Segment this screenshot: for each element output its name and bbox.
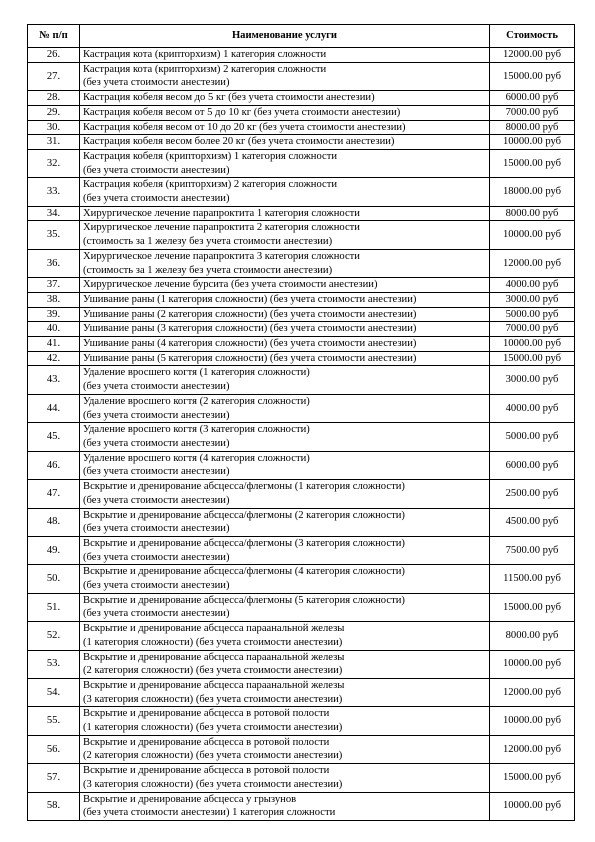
table-row (28, 120, 575, 135)
row-number: 26. (28, 48, 80, 63)
service-name-line: Хирургическое лечение парапроктита 1 категория сложности (83, 207, 360, 219)
row-number: 53. (28, 650, 80, 678)
service-cost: 7000.00 руб (490, 322, 575, 337)
service-name-line: (1 категория сложности) (без учета стоимости анестезии) (83, 636, 343, 648)
row-number: 33. (28, 178, 80, 206)
service-name-line: Кастрация кобеля весом от 5 до 10 кг (без учета стоимости анестезии) (83, 106, 401, 118)
service-cost: 15000.00 руб (490, 593, 575, 621)
service-cost: 7000.00 руб (490, 105, 575, 120)
table-row (28, 792, 575, 820)
service-name (80, 337, 490, 352)
service-name (80, 292, 490, 307)
table-row (28, 292, 575, 307)
table-row (28, 565, 575, 593)
service-name (80, 322, 490, 337)
service-name-line: (без учета стоимости анестезии) (83, 494, 230, 506)
row-number: 37. (28, 278, 80, 293)
row-number: 42. (28, 351, 80, 366)
service-name-line: (без учета стоимости анестезии) (83, 164, 230, 176)
table-row (28, 278, 575, 293)
row-number: 31. (28, 135, 80, 150)
row-number: 55. (28, 707, 80, 735)
service-name-line: Кастрация кота (крипторхизм) 2 категория сложности (83, 63, 327, 75)
row-number: 34. (28, 206, 80, 221)
table-row (28, 149, 575, 177)
service-name-line: (без учета стоимости анестезии) (83, 466, 230, 478)
service-cost: 15000.00 руб (490, 62, 575, 90)
table-row (28, 394, 575, 422)
row-number: 46. (28, 451, 80, 479)
service-name (80, 451, 490, 479)
service-name (80, 278, 490, 293)
table-row (28, 62, 575, 90)
service-name (80, 394, 490, 422)
service-cost: 12000.00 руб (490, 48, 575, 63)
table-row (28, 423, 575, 451)
service-cost: 15000.00 руб (490, 351, 575, 366)
service-cost: 12000.00 руб (490, 249, 575, 277)
row-number: 49. (28, 536, 80, 564)
table-row (28, 105, 575, 120)
service-name (80, 149, 490, 177)
service-name-line: Вскрытие и дренирование абсцесса в ротовой полости (83, 708, 330, 720)
service-name-line: (3 категория сложности) (без учета стоимости анестезии) (83, 778, 343, 790)
row-number: 41. (28, 337, 80, 352)
service-name-line: Вскрытие и дренирование абсцесса в ротовой полости (83, 765, 330, 777)
service-name (80, 351, 490, 366)
service-cost: 5000.00 руб (490, 423, 575, 451)
service-cost: 11500.00 руб (490, 565, 575, 593)
service-name (80, 735, 490, 763)
service-name-line: Вскрытие и дренирование абсцесса/флегмоны (2 категория сложности) (83, 509, 405, 521)
service-name (80, 120, 490, 135)
service-name (80, 135, 490, 150)
header-row (28, 25, 575, 48)
service-name-line: (1 категория сложности) (без учета стоимости анестезии) (83, 722, 343, 734)
service-name-line: Удаление вросшего когтя (4 категория сложности) (83, 452, 310, 464)
row-number: 45. (28, 423, 80, 451)
table-row (28, 322, 575, 337)
row-number: 48. (28, 508, 80, 536)
table-row (28, 764, 575, 792)
service-cost: 10000.00 руб (490, 650, 575, 678)
table-row (28, 206, 575, 221)
table-row (28, 91, 575, 106)
service-name (80, 366, 490, 394)
header-cost: Стоимость (490, 25, 575, 48)
table-row (28, 221, 575, 249)
service-name-line: Кастрация кота (крипторхизм) 1 категория сложности (83, 49, 327, 60)
row-number: 51. (28, 593, 80, 621)
table-row (28, 351, 575, 366)
row-number: 54. (28, 678, 80, 706)
table-row (28, 650, 575, 678)
row-number: 36. (28, 249, 80, 277)
service-cost: 10000.00 руб (490, 792, 575, 820)
service-name (80, 307, 490, 322)
service-name (80, 678, 490, 706)
table-row (28, 48, 575, 63)
table-row (28, 178, 575, 206)
service-name-line: Хирургическое лечение бурсита (без учета стоимости анестезии) (83, 279, 378, 291)
service-name-line: Кастрация кобеля (крипторхизм) 1 категория сложности (83, 150, 338, 162)
service-name (80, 764, 490, 792)
service-name (80, 221, 490, 249)
service-name-line: (без учета стоимости анестезии) 1 категория сложности (83, 807, 336, 819)
row-number: 58. (28, 792, 80, 820)
service-name-line: (без учета стоимости анестезии) (83, 193, 230, 205)
service-name-line: Вскрытие и дренирование абсцесса/флегмоны (5 категория сложности) (83, 594, 405, 606)
service-name-line: Кастрация кобеля (крипторхизм) 2 категория сложности (83, 179, 338, 191)
service-cost: 12000.00 руб (490, 678, 575, 706)
row-number: 43. (28, 366, 80, 394)
service-name (80, 565, 490, 593)
service-name-line: (3 категория сложности) (без учета стоимости анестезии) (83, 693, 343, 705)
service-cost: 18000.00 руб (490, 178, 575, 206)
table-row (28, 536, 575, 564)
service-name-line: (без учета стоимости анестезии) (83, 551, 230, 563)
service-name-line: (2 категория сложности) (без учета стоимости анестезии) (83, 665, 343, 677)
table-row (28, 337, 575, 352)
service-name (80, 48, 490, 63)
row-number: 38. (28, 292, 80, 307)
row-number: 44. (28, 394, 80, 422)
service-name-line: (2 категория сложности) (без учета стоимости анестезии) (83, 750, 343, 762)
service-cost: 15000.00 руб (490, 764, 575, 792)
service-name (80, 423, 490, 451)
service-name (80, 792, 490, 820)
service-cost: 3000.00 руб (490, 366, 575, 394)
service-cost: 2500.00 руб (490, 480, 575, 508)
row-number: 35. (28, 221, 80, 249)
row-number: 39. (28, 307, 80, 322)
service-name-line: Вскрытие и дренирование абсцесса параанальной железы (83, 651, 345, 663)
table-row (28, 593, 575, 621)
service-cost: 6000.00 руб (490, 451, 575, 479)
service-name (80, 622, 490, 650)
table-header (28, 25, 575, 48)
service-name-line: Удаление вросшего когтя (2 категория сложности) (83, 395, 310, 407)
service-name-line: Ушивание раны (3 категория сложности) (без учета стоимости анестезии) (83, 323, 417, 335)
service-name-line: (без учета стоимости анестезии) (83, 381, 230, 393)
service-name (80, 536, 490, 564)
service-name-line: Кастрация кобеля весом более 20 кг (без учета стоимости анестезии) (83, 136, 395, 148)
table-row (28, 735, 575, 763)
table-row (28, 707, 575, 735)
service-name-line: (без учета стоимости анестезии) (83, 523, 230, 535)
service-name (80, 105, 490, 120)
row-number: 29. (28, 105, 80, 120)
service-cost: 4500.00 руб (490, 508, 575, 536)
service-name-line: Вскрытие и дренирование абсцесса параанальной железы (83, 623, 345, 635)
service-name-line: Удаление вросшего когтя (1 категория сложности) (83, 367, 310, 379)
service-name-line: Вскрытие и дренирование абсцесса параанальной железы (83, 679, 345, 691)
service-cost: 4000.00 руб (490, 278, 575, 293)
service-name-line: Кастрация кобеля весом до 5 кг (без учета стоимости анестезии) (83, 92, 375, 104)
service-cost: 10000.00 руб (490, 337, 575, 352)
service-name-line: (без учета стоимости анестезии) (83, 580, 230, 592)
service-name-line: (стоимость за 1 железу без учета стоимости анестезии) (83, 264, 333, 276)
service-name-line: Кастрация кобеля весом от 10 до 20 кг (без учета стоимости анестезии) (83, 121, 406, 133)
service-cost: 8000.00 руб (490, 622, 575, 650)
row-number: 40. (28, 322, 80, 337)
row-number: 57. (28, 764, 80, 792)
table-row (28, 249, 575, 277)
service-name (80, 206, 490, 221)
row-number: 32. (28, 149, 80, 177)
table-row (28, 508, 575, 536)
service-name-line: Хирургическое лечение парапроктита 3 категория сложности (83, 250, 360, 262)
service-cost: 7500.00 руб (490, 536, 575, 564)
service-name-line: Вскрытие и дренирование абсцесса в ротовой полости (83, 736, 330, 748)
service-name (80, 249, 490, 277)
service-name (80, 62, 490, 90)
service-name-line: (без учета стоимости анестезии) (83, 608, 230, 620)
row-number: 50. (28, 565, 80, 593)
price-list-page (27, 24, 574, 821)
table-body (28, 48, 575, 821)
service-cost: 12000.00 руб (490, 735, 575, 763)
row-number: 27. (28, 62, 80, 90)
table-row (28, 135, 575, 150)
service-cost: 5000.00 руб (490, 307, 575, 322)
service-cost: 8000.00 руб (490, 206, 575, 221)
service-name (80, 508, 490, 536)
row-number: 47. (28, 480, 80, 508)
table-row (28, 451, 575, 479)
service-cost: 4000.00 руб (490, 394, 575, 422)
service-cost: 10000.00 руб (490, 707, 575, 735)
service-name (80, 178, 490, 206)
table-row (28, 678, 575, 706)
table-row (28, 366, 575, 394)
service-cost: 3000.00 руб (490, 292, 575, 307)
service-name-line: Ушивание раны (5 категория сложности) (без учета стоимости анестезии) (83, 352, 417, 364)
service-cost: 15000.00 руб (490, 149, 575, 177)
header-number: № п/п (28, 25, 80, 48)
service-name-line: Хирургическое лечение парапроктита 2 категория сложности (83, 222, 360, 234)
service-name-line: (без учета стоимости анестезии) (83, 437, 230, 449)
service-cost: 8000.00 руб (490, 120, 575, 135)
service-name-line: Вскрытие и дренирование абсцесса/флегмоны (1 категория сложности) (83, 481, 405, 493)
service-name-line: Вскрытие и дренирование абсцесса/флегмоны (3 категория сложности) (83, 537, 405, 549)
service-name-line: (стоимость за 1 железу без учета стоимости анестезии) (83, 236, 333, 248)
service-cost: 6000.00 руб (490, 91, 575, 106)
header-service-name: Наименование услуги (80, 25, 490, 48)
service-name (80, 91, 490, 106)
service-name-line: Удаление вросшего когтя (3 категория сложности) (83, 424, 310, 436)
service-name-line: Вскрытие и дренирование абсцесса/флегмоны (4 категория сложности) (83, 566, 405, 578)
service-name-line: Ушивание раны (4 категория сложности) (без учета стоимости анестезии) (83, 338, 417, 350)
service-name-line: Ушивание раны (1 категория сложности) (без учета стоимости анестезии) (83, 293, 417, 305)
service-name (80, 707, 490, 735)
service-cost: 10000.00 руб (490, 135, 575, 150)
row-number: 56. (28, 735, 80, 763)
service-name-line: (без учета стоимости анестезии) (83, 77, 230, 89)
row-number: 30. (28, 120, 80, 135)
table-row (28, 480, 575, 508)
service-name (80, 593, 490, 621)
service-name-line: Ушивание раны (2 категория сложности) (без учета стоимости анестезии) (83, 308, 417, 320)
service-name-line: (без учета стоимости анестезии) (83, 409, 230, 421)
row-number: 28. (28, 91, 80, 106)
price-table (27, 24, 575, 821)
table-row (28, 307, 575, 322)
service-name (80, 650, 490, 678)
table-row (28, 622, 575, 650)
service-cost: 10000.00 руб (490, 221, 575, 249)
row-number: 52. (28, 622, 80, 650)
service-name-line: Вскрытие и дренирование абсцесса у грызунов (83, 793, 297, 805)
service-name (80, 480, 490, 508)
